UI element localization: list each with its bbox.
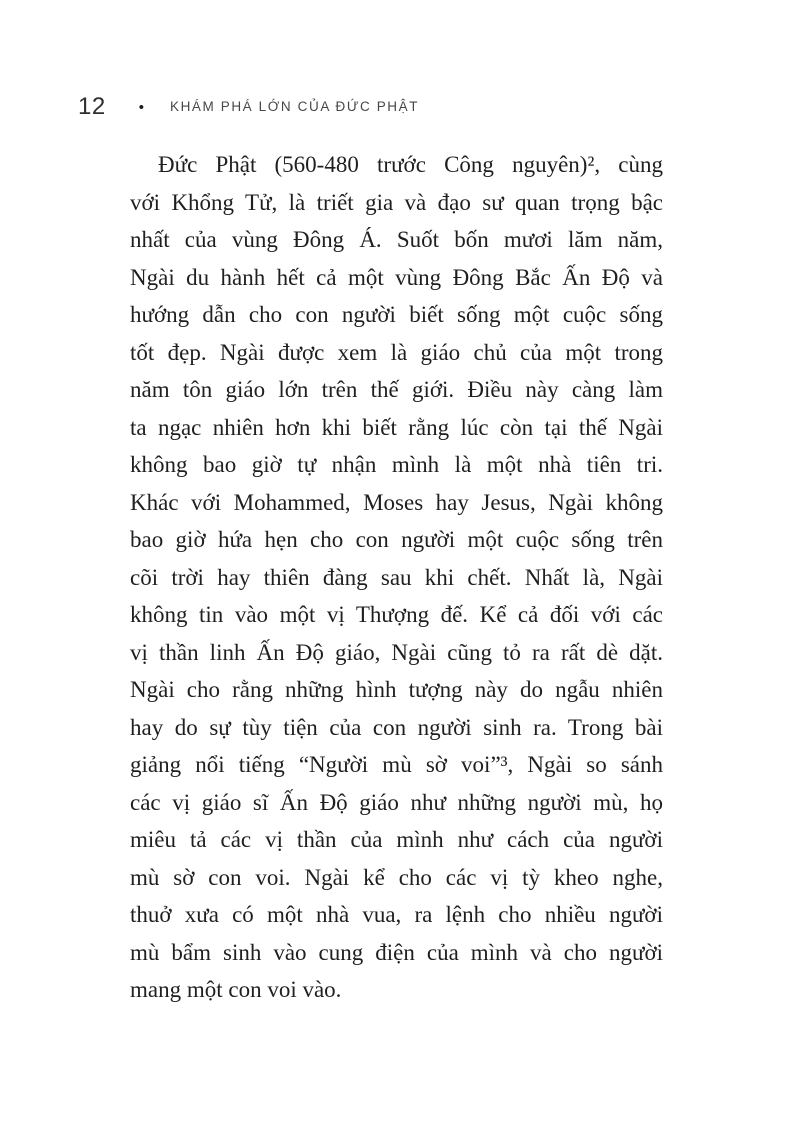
text-line: cõi trời hay thiên đàng sau khi chết. Nhất là, Ngài (130, 564, 663, 590)
text-line: vị thần linh Ấn Độ giáo, Ngài cũng tỏ ra rất dè dặt. (130, 639, 663, 665)
text-line: hướng dẫn cho con người biết sống một cuộc sống (130, 302, 663, 327)
text-line: giảng nổi tiếng “Người mù sờ voi”³, Ngài so sánh (130, 752, 663, 777)
text-line: năm tôn giáo lớn trên thế giới. Điều này càng làm (130, 377, 663, 402)
text-line: hay do sự tùy tiện của con người sinh ra. Trong bài (130, 714, 663, 740)
text-line: Đức Phật (560-480 trước Công nguyên)², cùng (158, 152, 663, 177)
text-line: Ngài du hành hết cả một vùng Đông Bắc Ấn Độ và (130, 264, 663, 290)
text-line: mù sờ con voi. Ngài kể cho các vị tỳ kheo nghe, (130, 864, 663, 890)
text-line: Ngài cho rằng những hình tượng này do ngẫu nhiên (130, 677, 663, 702)
text-line: mù bẩm sinh vào cung điện của mình và cho người (130, 939, 663, 965)
text-line: ta ngạc nhiên hơn khi biết rằng lúc còn tại thế Ngài (130, 414, 663, 440)
text-line: miêu tả các vị thần của mình như cách của người (130, 827, 663, 852)
body-paragraph (130, 146, 663, 1009)
text-line: với Khổng Tử, là triết gia và đạo sư quan trọng bậc (130, 189, 663, 215)
page-number: 12 (78, 93, 106, 120)
text-line: không tin vào một vị Thượng đế. Kể cả đối với các (130, 602, 663, 627)
running-title: KHÁM PHÁ LỚN CỦA ĐỨC PHẬT (169, 99, 420, 115)
text-line: tốt đẹp. Ngài được xem là giáo chủ của một trong (130, 339, 663, 365)
text-line: không bao giờ tự nhận mình là một nhà tiên tri. (130, 452, 663, 477)
text-line: các vị giáo sĩ Ấn Độ giáo như những người mù, họ (130, 789, 663, 815)
text-line: mang một con voi vào. (130, 977, 342, 1002)
running-header (78, 92, 714, 122)
text-line: nhất của vùng Đông Á. Suốt bốn mươi lăm năm, (130, 227, 663, 252)
text-line: thuở xưa có một nhà vua, ra lệnh cho nhiều người (130, 902, 663, 927)
bullet-separator-icon: • (138, 98, 144, 116)
text-line: bao giờ hứa hẹn cho con người một cuộc sống trên (130, 527, 663, 552)
text-line: Khác với Mohammed, Moses hay Jesus, Ngài không (130, 489, 663, 515)
